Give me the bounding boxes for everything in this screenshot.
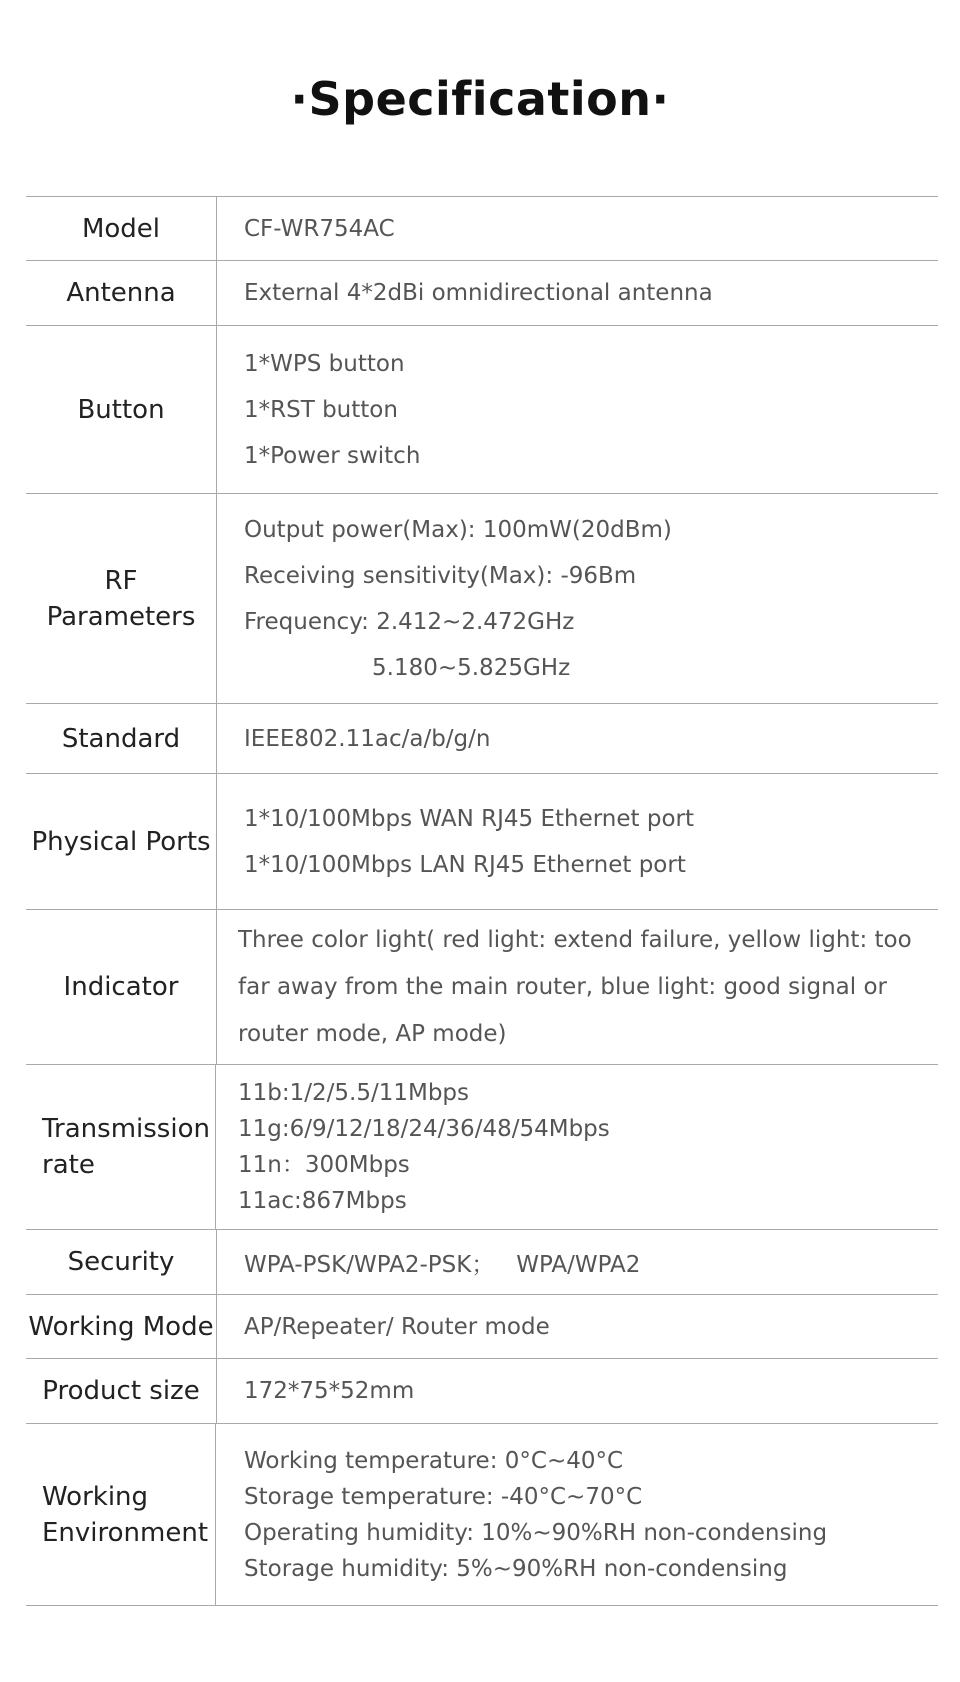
spec-row-standard [26,703,938,773]
page-title: ·Specification· [290,72,670,126]
spec-value-line: Working temperature: 0°C~40°C [244,1447,624,1474]
spec-value [238,1065,938,1229]
spec-value [244,1230,938,1294]
spec-value-line: 1*10/100Mbps WAN RJ45 Ethernet port [244,805,694,832]
spec-value-line: WPA-PSK/WPA2-PSK； WPA/WPA2 [244,1251,641,1278]
spec-label: Model [26,197,217,260]
spec-value-line: CF-WR754AC [244,215,395,242]
spec-value-line: 11n：300Mbps [238,1152,410,1178]
spec-value [244,1295,938,1358]
spec-value-line: AP/Repeater/ Router mode [244,1313,550,1340]
spec-value-line: 5.180~5.825GHz [372,654,571,681]
spec-value [244,1359,938,1423]
spec-value-line: Receiving sensitivity(Max): -96Bm [244,562,637,589]
spec-label: Working Mode [26,1295,217,1358]
spec-row-physical-ports [26,773,938,909]
spec-row-model [26,196,938,260]
spec-row-transmission-rate [26,1064,938,1229]
spec-value [244,494,938,703]
spec-value-line: 11b:1/2/5.5/11Mbps [238,1080,469,1106]
spec-value [244,1424,938,1605]
spec-label: Button [26,326,217,493]
spec-value-line: 1*WPS button [244,350,405,377]
spec-value-line: Frequency: 2.412~2.472GHz [244,608,575,635]
spec-row-working-environment [26,1423,938,1606]
spec-table [26,196,938,1606]
spec-value [244,326,938,493]
spec-row-indicator [26,909,938,1064]
spec-value-line: 172*75*52mm [244,1378,415,1404]
spec-value [238,910,928,1064]
spec-label: RF Parameters [26,494,217,703]
spec-value-line: 11ac:867Mbps [238,1188,407,1214]
spec-value-line: Output power(Max): 100mW(20dBm) [244,516,672,543]
spec-value-line: 1*RST button [244,396,398,423]
spec-label: Standard [26,704,217,773]
spec-label: Indicator [26,910,217,1064]
spec-row-rf-parameters [26,493,938,703]
spec-value-line: Storage temperature: -40°C~70°C [244,1483,643,1510]
spec-value-line: Three color light( red light: extend failure, yellow light: too far away from the main router, blue light: good signal or router mode, AP mode) [238,926,912,1047]
spec-value [244,704,938,773]
spec-row-working-mode [26,1294,938,1358]
spec-label: Product size [26,1359,217,1423]
spec-value [244,197,938,260]
spec-row-button [26,325,938,493]
spec-label: Physical Ports [26,774,217,909]
spec-row-product-size [26,1358,938,1423]
spec-row-antenna [26,260,938,325]
spec-label: Transmission rate [26,1065,216,1229]
spec-label: Working Environment [26,1424,216,1605]
spec-label: Security [26,1230,217,1294]
spec-value-line: 1*10/100Mbps LAN RJ45 Ethernet port [244,851,686,878]
spec-value-line: External 4*2dBi omnidirectional antenna [244,280,713,306]
spec-label: Antenna [26,261,217,325]
spec-row-security [26,1229,938,1294]
spec-value [244,774,938,909]
spec-value-line: 11g:6/9/12/18/24/36/48/54Mbps [238,1116,610,1142]
spec-value-line: Operating humidity: 10%~90%RH non-condensing [244,1519,828,1546]
spec-value-line: IEEE802.11ac/a/b/g/n [244,725,491,752]
spec-value [244,261,938,325]
spec-value-line: Storage humidity: 5%~90%RH non-condensing [244,1555,788,1582]
spec-value-line: 1*Power switch [244,442,421,469]
